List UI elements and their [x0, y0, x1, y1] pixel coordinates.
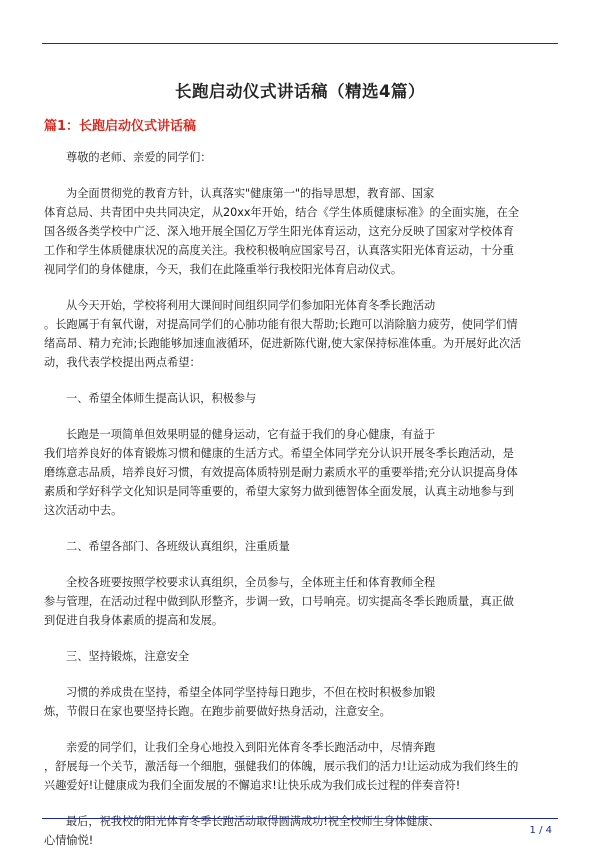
paragraph-line: 为全面贯彻党的教育方针，认真落实"健康第一"的指导思想，教育部、国家 — [66, 187, 435, 200]
paragraph-line: 习惯的养成贵在坚持，希望全体同学坚持每日跑步，不但在校时积极参加锻 — [66, 686, 436, 699]
paragraph-line: ，舒展每一个关节，激活每一个细胞，强健我们的体魄，展示我们的活力!让运动成为我们终生的 — [44, 760, 519, 773]
paragraph-line: 体育总局、共青团中央共同决定，从20xx年开始，结合《学生体质健康标准》的全面实施，在全 — [44, 206, 519, 219]
subheading: 二、希望各部门、各班级认真组织，注重质量 — [66, 540, 290, 553]
page-title: 长跑启动仪式讲话稿（精选4篇） — [175, 82, 425, 101]
paragraph-line: 参与管理，在活动过程中做到队形整齐，步调一致，口号响亮。切实提高冬季长跑质量，真正做 — [44, 595, 514, 608]
subheading: 一、希望全体师生提高认识，积极参与 — [66, 392, 257, 405]
subheading: 三、坚持锻炼，注意安全 — [66, 650, 190, 663]
paragraph-line: 全校各班要按照学校要求认真组织，全员参与，全体班主任和体育教师全程 — [66, 576, 436, 589]
paragraph-line: 最后，祝我校的阳光体育冬季长跑活动取得圆满成功!祝全校师生身体健康、 — [66, 815, 440, 828]
article-body — [44, 148, 556, 850]
paragraph-line: 工作和学生体质健康状况的高度关注。我校积极响应国家号召，认真落实阳光体育运动，十分重 — [44, 244, 514, 257]
paragraph-line: 这次活动中去。 — [44, 504, 123, 517]
section-heading: 篇1：长跑启动仪式讲话稿 — [44, 119, 197, 134]
paragraph-line: 绪高昂、精力充沛;长跑能够加速血液循环，促进新陈代谢,使大家保持标准体重。为开展好此次活 — [44, 337, 522, 350]
paragraph-line: 长跑是一项简单但效果明显的健身运动，它有益于我们的身心健康，有益于 — [66, 428, 436, 441]
paragraph-line: 。长跑属于有氧代谢，对提高同学们的心肺功能有很大帮助;长跑可以消除脑力疲劳，使同学们情 — [44, 318, 518, 331]
paragraph-line: 心情愉悦! — [44, 834, 94, 847]
salutation: 尊敬的老师、亲爱的同学们： — [66, 151, 212, 164]
paragraph-line: 亲爱的同学们，让我们全身心地投入到阳光体育冬季长跑活动中，尽情奔跑 — [66, 741, 436, 754]
page-number: 1 / 4 — [529, 825, 552, 836]
paragraph-line: 磨练意志品质，培养良好习惯，有效提高体质特别是耐力素质水平的重要举措;充分认识提高身体 — [44, 466, 518, 479]
paragraph-line: 兴趣爱好!让健康成为我们全面发展的不懈追求!让快乐成为我们成长过程的伴奏音符! — [44, 779, 461, 792]
paragraph-line: 国各级各类学校中广泛、深入地开展全国亿万学生阳光体育运动，这充分反映了国家对学校体育 — [44, 225, 514, 238]
paragraph-line: 到促进自我身体素质的提高和发展。 — [44, 614, 224, 627]
paragraph-line: 我们培养良好的体育锻炼习惯和健康的生活方式。希望全体同学充分认识开展冬季长跑活动，是 — [44, 447, 514, 460]
paragraph-line: 视同学们的身体健康，今天，我们在此隆重举行我校阳光体育启动仪式。 — [44, 263, 403, 276]
paragraph-line: 炼，节假日在家也要坚持长跑。在跑步前要做好热身活动，注意安全。 — [44, 705, 391, 718]
paragraph-line: 动，我代表学校提出两点希望： — [44, 356, 201, 369]
paragraph-line: 素质和学好科学文化知识是同等重要的，希望大家努力做到德智体全面发展，认真主动地参与到 — [44, 485, 514, 498]
header-rule — [42, 43, 558, 44]
paragraph-line: 从今天开始，学校将利用大课间时间组织同学们参加阳光体育冬季长跑活动 — [66, 299, 436, 312]
footer-rule — [42, 818, 558, 819]
